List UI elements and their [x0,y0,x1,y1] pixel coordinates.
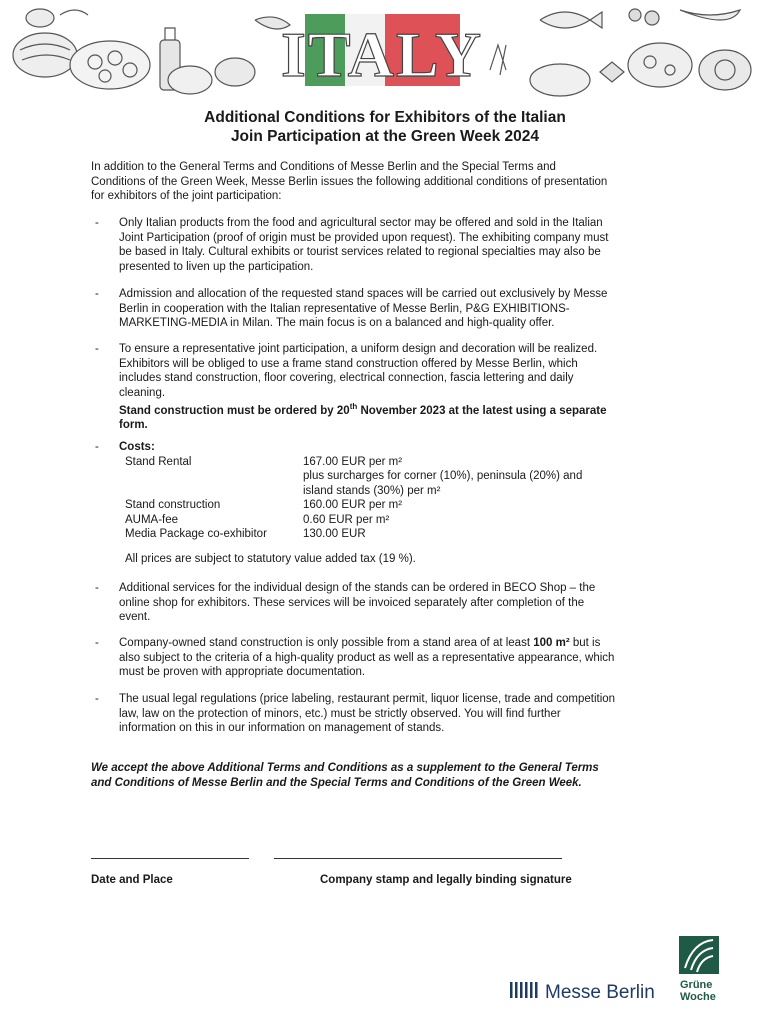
text-line: online shop for exhibitors. These services will be invoiced separately after completion of the [119,596,585,609]
text-line: cleaning. [119,386,166,399]
food-illustration-left [13,9,290,94]
text-span: Company-owned stand construction is only possible from a stand area of at least [119,637,534,649]
date-place-line[interactable] [91,858,249,859]
header-banner [0,0,770,100]
text-line: information on this in our information on management of stands. [119,722,445,734]
woche-text: Woche [680,991,716,1003]
cost-value-auma: 0.60 EUR per m² [303,513,390,526]
cost-label-stand-rental: Stand Rental [125,455,192,468]
messe-berlin-wordmark: Messe Berlin [545,982,655,1003]
deadline-text: November 2023 at the latest using a separate [357,404,607,417]
text-line: Exhibitors will be obliged to use a frame stand construction offered by Messe Berlin, which [119,357,578,370]
list-bullet: - [95,217,99,229]
text-line: To ensure a representative joint participation, a uniform design and decoration will be realized. [119,343,598,355]
deadline-note-end: form. [119,419,148,432]
list-bullet: - [95,288,99,300]
intro-line: for exhibitors of the joint participation: [91,190,282,202]
list-bullet: - [95,343,99,355]
gruene-woche-logo [679,936,719,1003]
vat-note: All prices are subject to statutory value added tax (19 %). [125,553,416,565]
text-line: law, law on the protection of minors, etc.) must be strictly observed. You will find further [119,707,561,720]
title-line-1: Additional Conditions for Exhibitors of the Italian [204,109,566,126]
list-bullet: - [95,582,99,594]
signature-label: Company stamp and legally binding signature [320,874,572,886]
list-bullet: - [95,693,99,705]
messe-berlin-logo [505,932,735,1007]
text-span: but is [569,637,601,649]
list-bullet: - [95,441,99,453]
text-line: be based in Italy. Cultural exhibits or tourist services related to regional specialties may also be [119,246,601,258]
text-line: includes stand construction, floor covering, electrical connection, fascia lettering and daily [119,372,574,384]
deadline-note [119,400,679,418]
text-line: also subject to the criteria of a high-quality product as well as a representative appearance, which [119,651,615,664]
title-line-2: Join Participation at the Green Week 2024 [230,128,540,145]
acceptance-statement [91,761,599,791]
cost-surcharge-line: plus surcharges for corner (10%), peninsula (20%) and [303,470,583,482]
text-line: Joint Participation (proof of origin must be provided upon request). The exhibiting company must [119,231,609,244]
messe-bars-icon [510,982,538,998]
gruene-text: Grüne [680,979,713,991]
acceptance-line: We accept the above Additional Terms and Conditions as a supplement to the General Terms [91,762,599,774]
food-illustration-right [490,9,751,96]
svg-text:ITALY: ITALY [280,19,484,90]
text-line: must be proven with appropriate documentation. [119,666,366,678]
text-line: Only Italian products from the food and agricultural sector may be offered and sold in the Italian [119,217,603,229]
text-line: presented to liven up the participation. [119,260,314,273]
list-bullet: - [95,637,99,649]
italy-logo [281,14,483,90]
footer-logos [505,932,735,1007]
cost-label-auma: AUMA-fee [125,513,179,526]
intro-line: Conditions of the Green Week, Messe Berlin issues the following additional conditions of presentation [91,175,608,188]
text-line [119,636,679,651]
text-line: The usual legal regulations (price labeling, restaurant permit, liquor license, trade and competition [119,693,616,705]
text-line: event. [119,611,151,623]
text-line: Berlin in cooperation with the Italian representative of Messe Berlin, P&G EXHIBITIONS- [119,302,570,315]
deadline-text: Stand construction must be ordered by 20 [119,404,350,417]
min-area: 100 m² [533,637,570,649]
text-line: MARKETING-MEDIA in Milan. The main focus is on a balanced and high-quality offer. [119,317,555,329]
cost-label-construction: Stand construction [125,499,221,511]
costs-heading: Costs: [119,441,155,453]
document-title [0,108,770,146]
cost-surcharge-line: island stands (30%) per m² [303,484,441,497]
intro-paragraph [91,160,691,204]
cost-value-media: 130.00 EUR [303,528,366,540]
cost-label-media: Media Package co-exhibitor [125,528,267,540]
text-line: Admission and allocation of the requested stand spaces will be carried out exclusively by Messe [119,288,608,300]
cost-value-construction: 160.00 EUR per m² [303,499,403,511]
intro-line: In addition to the General Terms and Conditions of Messe Berlin and the Special Terms and [91,161,556,173]
date-place-label: Date and Place [91,874,173,886]
text-line: Additional services for the individual design of the stands can be ordered in BECO Shop – the [119,582,596,594]
signature-line[interactable] [274,858,562,859]
deadline-sup: th [349,402,358,411]
acceptance-line: and Conditions of Messe Berlin and the Special Terms and Conditions of the Green Week. [91,777,582,789]
cost-value-stand-rental: 167.00 EUR per m² [303,455,403,468]
